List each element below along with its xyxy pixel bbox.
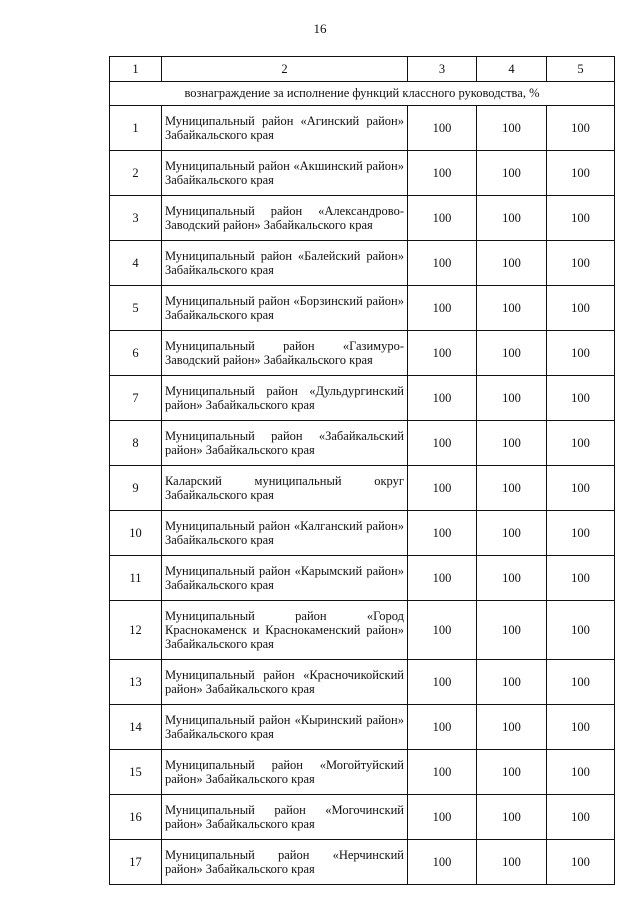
- value-col3: 100: [408, 151, 477, 196]
- value-col4: 100: [477, 750, 547, 795]
- value-col5: 100: [547, 601, 615, 660]
- value-col5: 100: [547, 106, 615, 151]
- table-row: [110, 840, 615, 885]
- district-name: Муниципальный район «Карымский район» Забайкальского края: [162, 556, 408, 601]
- value-col3: 100: [408, 511, 477, 556]
- value-col3: 100: [408, 376, 477, 421]
- column-header: 2: [162, 57, 408, 82]
- value-col5: 100: [547, 466, 615, 511]
- district-name: Муниципальный район «Город Краснокаменск и Краснокаменский район» Забайкальского края: [162, 601, 408, 660]
- value-col4: 100: [477, 601, 547, 660]
- table-row: [110, 660, 615, 705]
- value-col4: 100: [477, 840, 547, 885]
- value-col5: 100: [547, 376, 615, 421]
- district-name: Муниципальный район «Газимуро-Заводский район» Забайкальского края: [162, 331, 408, 376]
- row-number: 6: [110, 331, 162, 376]
- value-col4: 100: [477, 511, 547, 556]
- value-col4: 100: [477, 421, 547, 466]
- row-number: 15: [110, 750, 162, 795]
- value-col4: 100: [477, 331, 547, 376]
- value-col4: 100: [477, 376, 547, 421]
- district-name: Муниципальный район «Кыринский район» Забайкальского края: [162, 705, 408, 750]
- row-number: 5: [110, 286, 162, 331]
- row-number: 14: [110, 705, 162, 750]
- table-row: [110, 466, 615, 511]
- value-col3: 100: [408, 660, 477, 705]
- district-name: Муниципальный район «Могочинский район» Забайкальского края: [162, 795, 408, 840]
- value-col3: 100: [408, 705, 477, 750]
- table-row: [110, 331, 615, 376]
- row-number: 11: [110, 556, 162, 601]
- row-number: 4: [110, 241, 162, 286]
- section-title-row: [110, 82, 615, 106]
- page-number: 16: [313, 21, 327, 36]
- district-name: Муниципальный район «Забайкальский район» Забайкальского края: [162, 421, 408, 466]
- row-number: 3: [110, 196, 162, 241]
- district-name: Муниципальный район «Акшинский район» Забайкальского края: [162, 151, 408, 196]
- value-col3: 100: [408, 466, 477, 511]
- value-col4: 100: [477, 196, 547, 241]
- column-header: 3: [408, 57, 477, 82]
- table-row: [110, 376, 615, 421]
- district-name: Муниципальный район «Могойтуйский район» Забайкальского края: [162, 750, 408, 795]
- table-row: [110, 511, 615, 556]
- value-col5: 100: [547, 556, 615, 601]
- table-row: [110, 286, 615, 331]
- table-row: [110, 241, 615, 286]
- value-col4: 100: [477, 466, 547, 511]
- value-col4: 100: [477, 241, 547, 286]
- value-col4: 100: [477, 286, 547, 331]
- value-col3: 100: [408, 556, 477, 601]
- section-title: вознаграждение за исполнение функций классного руководства, %: [110, 82, 615, 106]
- value-col4: 100: [477, 795, 547, 840]
- table-row: [110, 556, 615, 601]
- value-col4: 100: [477, 660, 547, 705]
- value-col5: 100: [547, 241, 615, 286]
- row-number: 10: [110, 511, 162, 556]
- value-col3: 100: [408, 241, 477, 286]
- row-number: 7: [110, 376, 162, 421]
- row-number: 9: [110, 466, 162, 511]
- value-col3: 100: [408, 106, 477, 151]
- value-col3: 100: [408, 196, 477, 241]
- value-col5: 100: [547, 840, 615, 885]
- district-name: Муниципальный район «Калганский район» Забайкальского края: [162, 511, 408, 556]
- value-col5: 100: [547, 511, 615, 556]
- column-header: 4: [477, 57, 547, 82]
- row-number: 16: [110, 795, 162, 840]
- value-col5: 100: [547, 286, 615, 331]
- value-col3: 100: [408, 840, 477, 885]
- table-row: [110, 750, 615, 795]
- value-col3: 100: [408, 286, 477, 331]
- value-col5: 100: [547, 750, 615, 795]
- table-row: [110, 601, 615, 660]
- value-col3: 100: [408, 421, 477, 466]
- value-col4: 100: [477, 151, 547, 196]
- value-col3: 100: [408, 601, 477, 660]
- district-name: Каларский муниципальный округ Забайкальского края: [162, 466, 408, 511]
- table-row: [110, 421, 615, 466]
- value-col5: 100: [547, 151, 615, 196]
- table-row: [110, 196, 615, 241]
- value-col5: 100: [547, 196, 615, 241]
- table-row: [110, 705, 615, 750]
- value-col4: 100: [477, 106, 547, 151]
- row-number: 17: [110, 840, 162, 885]
- row-number: 13: [110, 660, 162, 705]
- value-col5: 100: [547, 331, 615, 376]
- row-number: 12: [110, 601, 162, 660]
- table-row: [110, 795, 615, 840]
- table-row: [110, 151, 615, 196]
- data-table: [109, 56, 615, 885]
- row-number: 8: [110, 421, 162, 466]
- value-col5: 100: [547, 795, 615, 840]
- row-number: 1: [110, 106, 162, 151]
- column-header: 1: [110, 57, 162, 82]
- district-name: Муниципальный район «Агинский район» Забайкальского края: [162, 106, 408, 151]
- district-name: Муниципальный район «Дульдургинский район» Забайкальского края: [162, 376, 408, 421]
- table-row: [110, 106, 615, 151]
- value-col4: 100: [477, 556, 547, 601]
- row-number: 2: [110, 151, 162, 196]
- value-col3: 100: [408, 331, 477, 376]
- column-header: 5: [547, 57, 615, 82]
- value-col3: 100: [408, 795, 477, 840]
- district-name: Муниципальный район «Красночикойский район» Забайкальского края: [162, 660, 408, 705]
- value-col5: 100: [547, 421, 615, 466]
- value-col3: 100: [408, 750, 477, 795]
- district-name: Муниципальный район «Нерчинский район» Забайкальского края: [162, 840, 408, 885]
- district-name: Муниципальный район «Балейский район» Забайкальского края: [162, 241, 408, 286]
- value-col5: 100: [547, 705, 615, 750]
- value-col5: 100: [547, 660, 615, 705]
- district-name: Муниципальный район «Александрово-Заводский район» Забайкальского края: [162, 196, 408, 241]
- value-col4: 100: [477, 705, 547, 750]
- district-name: Муниципальный район «Борзинский район» Забайкальского края: [162, 286, 408, 331]
- column-header-row: [110, 57, 615, 82]
